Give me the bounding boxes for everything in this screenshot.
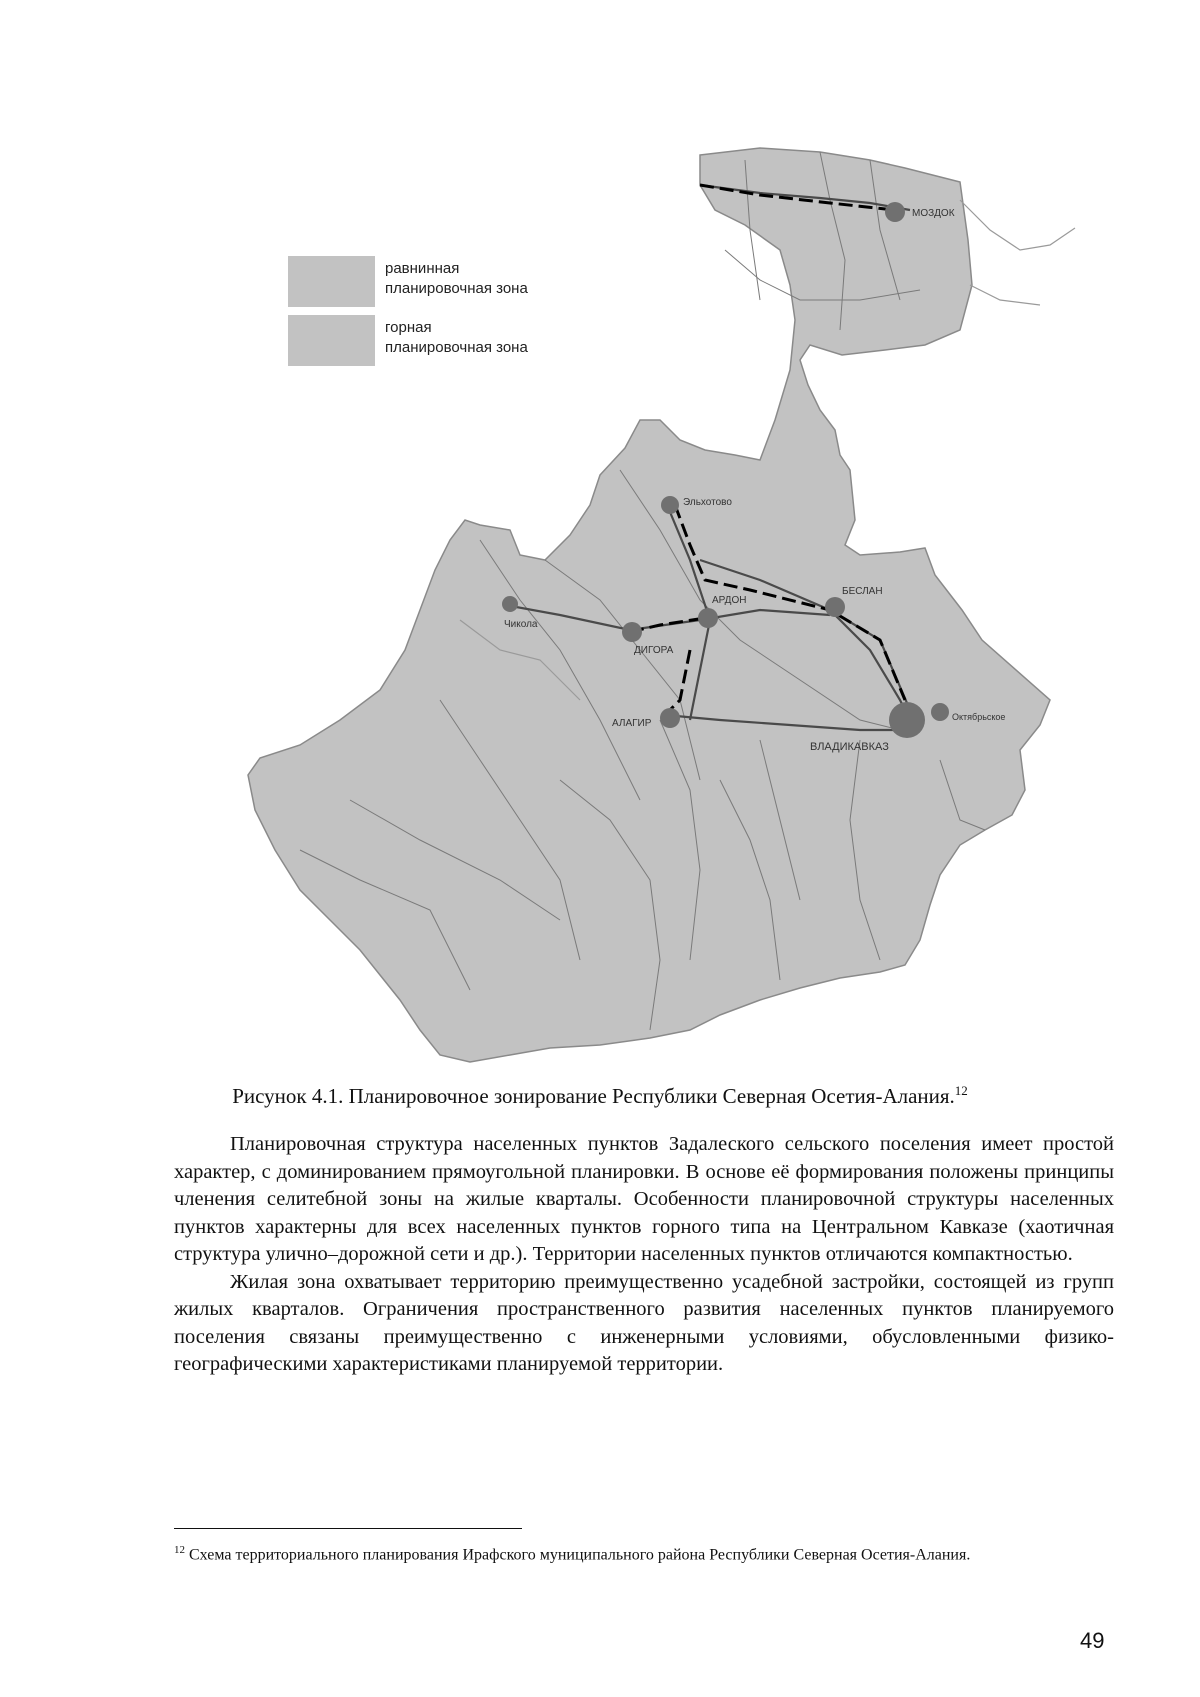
legend-label — [385, 256, 605, 299]
label-beslan: БЕСЛАН — [842, 586, 883, 597]
footnote-separator — [174, 1528, 522, 1529]
footnote — [174, 1540, 1114, 1565]
legend-swatch — [288, 256, 375, 307]
caption-text: Рисунок 4.1. Планировочное зонирование Республики Северная Осетия-Алания. — [232, 1084, 955, 1108]
settlement-marker — [825, 597, 845, 617]
paragraph: Жилая зона охватывает территорию преимущественно усадебной застройки, состоящей из групп жилых кварталов. Ограничения пространственного развития населенных пунктов планируемого поселения связаны преимущественно с инженерными условиями, обусловленными физико-географическими характеристиками планируемой территории. — [174, 1270, 1114, 1375]
legend-label-line1: горная — [385, 319, 432, 336]
label-chikola: Чикола — [504, 619, 538, 630]
settlement-marker-capital — [889, 702, 925, 738]
map-legend — [288, 256, 605, 374]
figure-caption — [0, 1083, 1200, 1109]
label-alagir: АЛАГИР — [612, 718, 652, 729]
settlement-marker — [885, 202, 905, 222]
footnote-text: Схема территориального планирования Ирафского муниципального района Республики Северная Осетия-Алания. — [189, 1546, 971, 1564]
label-mozdok: МОЗДОК — [912, 208, 955, 219]
legend-label-line2: планировочная зона — [385, 280, 528, 297]
settlement-marker — [931, 703, 949, 721]
legend-swatch — [288, 315, 375, 366]
label-elkhotovo: Эльхотово — [683, 497, 732, 508]
page-number: 49 — [1080, 1628, 1105, 1653]
settlement-marker — [622, 622, 642, 642]
legend-label-line1: равнинная — [385, 260, 460, 277]
label-digora: ДИГОРА — [634, 645, 674, 656]
label-ardon: АРДОН — [712, 595, 747, 606]
label-oktyabrskoe: Октябрьское — [952, 712, 1006, 722]
legend-label — [385, 315, 605, 358]
body-text — [174, 1131, 1114, 1379]
label-vladikavkaz: ВЛАДИКАВКАЗ — [810, 741, 889, 753]
footnote-reference[interactable]: 12 — [954, 1083, 968, 1098]
paragraph: Планировочная структура населенных пунктов Задалеского сельского поселения имеет простой характер, с доминированием прямоугольной планировки. В основе её формирования положены принципы членения селитебной зоны на жилые кварталы. Особенности планировочной структуры населенных пунктов характерны для всех населенных пунктов горного типа на Центральном Кавказе (хаотичная структура улично–дорожной сети и др.). Территории населенных пунктов отличаются компактностью. — [174, 1133, 1114, 1265]
footnote-number: 12 — [174, 1544, 185, 1556]
settlement-marker — [660, 708, 680, 728]
legend-item-plain — [288, 256, 605, 307]
settlement-marker — [661, 496, 679, 514]
settlement-marker — [698, 608, 718, 628]
legend-label-line2: планировочная зона — [385, 339, 528, 356]
legend-item-mountain — [288, 315, 605, 366]
settlement-marker — [502, 596, 518, 612]
